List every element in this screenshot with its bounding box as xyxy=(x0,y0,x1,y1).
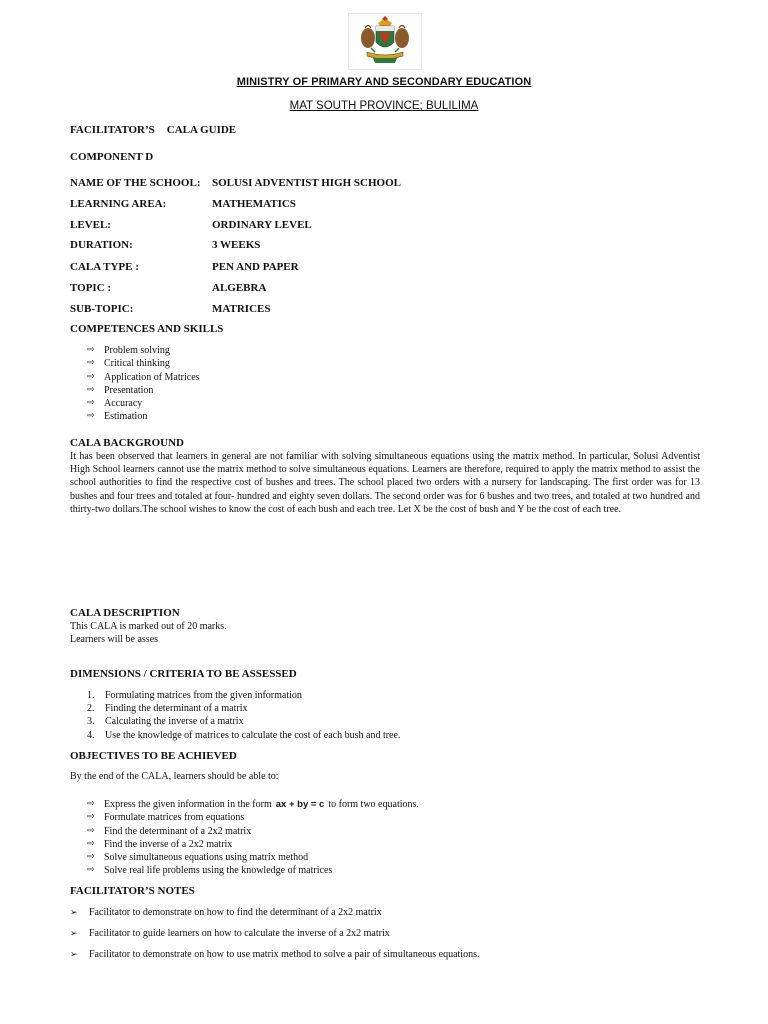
list-item: ⇨ Accuracy xyxy=(87,398,143,410)
arrow-bullet-icon: ⇨ xyxy=(87,812,95,823)
info-label: DURATION: xyxy=(70,239,133,251)
guide-title-part2: CALA GUIDE xyxy=(166,124,237,136)
info-label: TOPIC : xyxy=(70,282,112,294)
info-value: MATRICES xyxy=(212,303,271,315)
dimensions-list xyxy=(87,689,400,742)
guide-title xyxy=(70,124,236,136)
competences-list xyxy=(87,344,200,424)
arrow-bullet-icon: ⇨ xyxy=(87,384,95,395)
info-value: PEN AND PAPER xyxy=(212,261,299,273)
triangle-bullet-icon: ➢ xyxy=(70,928,78,939)
ministry-heading: MINISTRY OF PRIMARY AND SECONDARY EDUCATION xyxy=(236,76,532,88)
arrow-bullet-icon: ⇨ xyxy=(87,358,95,369)
description-line: This CALA is marked out of 20 marks. xyxy=(70,621,227,632)
triangle-bullet-icon: ➢ xyxy=(70,949,78,960)
description-heading: CALA DESCRIPTION xyxy=(70,607,180,619)
background-heading: CALA BACKGROUND xyxy=(70,437,184,449)
list-item: ⇨ Find the determinant of a 2x2 matrix xyxy=(87,825,252,837)
info-label: LEARNING AREA: xyxy=(70,198,167,210)
note-item: ➢ Facilitator to demonstrate on how to find the determinant of a 2x2 matrix xyxy=(70,907,382,918)
note-item: ➢ Facilitator to guide learners on how to calculate the inverse of a 2x2 matrix xyxy=(70,928,390,939)
background-paragraph: It has been observed that learners in general are not familiar with solving simultaneous equations using the matrix method. In particular, Solusi Adventist High School learners cannot use the matrix method to solve simultaneous equations. Learners are therefore, required to apply the matrix method to assist the school authorities to find the respective cost of bushes and trees. The school placed two orders with a nursery for landscaping. The first order was for 13 bushes and four trees and totaled at four- hundred and eighty seven dollars. The second order was for 6 bushes and two trees, and totaled at two hundred and thirty-two dollars.The school wishes to know the cost of each bush and each tree. Let X be the cost of bush and Y be the cost of each tree. xyxy=(70,451,700,515)
arrow-bullet-icon: ⇨ xyxy=(87,371,95,382)
info-label: CALA TYPE : xyxy=(70,261,139,273)
list-item: 4. Use the knowledge of matrices to calculate the cost of each bush and tree. xyxy=(87,729,401,741)
arrow-bullet-icon: ⇨ xyxy=(87,799,95,809)
list-item: ⇨ Presentation xyxy=(87,384,154,396)
list-item: 1. Formulating matrices from the given information xyxy=(87,690,302,701)
list-item: ⇨ Find the inverse of a 2x2 matrix xyxy=(87,838,233,850)
coat-of-arms-icon xyxy=(348,13,422,70)
triangle-bullet-icon: ➢ xyxy=(70,907,78,918)
list-item: ⇨ Application of Matrices xyxy=(87,371,200,383)
notes-heading: FACILITATOR’S NOTES xyxy=(70,885,195,897)
component-heading: COMPONENT D xyxy=(70,151,154,163)
arrow-bullet-icon: ⇨ xyxy=(87,398,95,409)
list-item: ⇨ Solve simultaneous equations using matrix method xyxy=(87,852,309,864)
list-item: ⇨ Critical thinking xyxy=(87,358,170,370)
arrow-bullet-icon: ⇨ xyxy=(87,345,95,355)
list-item: ⇨ Formulate matrices from equations xyxy=(87,812,245,824)
info-value: SOLUSI ADVENTIST HIGH SCHOOL xyxy=(212,177,401,189)
arrow-bullet-icon: ⇨ xyxy=(87,852,95,863)
guide-title-part1: FACILITATOR’S xyxy=(70,124,155,136)
info-value: ALGEBRA xyxy=(212,282,267,294)
arrow-bullet-icon: ⇨ xyxy=(87,865,95,876)
objectives-heading: OBJECTIVES TO BE ACHIEVED xyxy=(70,750,237,762)
arrow-bullet-icon: ⇨ xyxy=(87,838,95,849)
info-value: ORDINARY LEVEL xyxy=(212,219,312,231)
info-label: SUB-TOPIC: xyxy=(70,303,134,315)
info-label: LEVEL: xyxy=(70,219,111,231)
list-item: 2. Finding the determinant of a matrix xyxy=(87,703,248,715)
info-label: NAME OF THE SCHOOL: xyxy=(70,177,201,189)
province-heading: MAT SOUTH PROVINCE; BULILIMA xyxy=(289,100,479,112)
list-item: ⇨ Solve real life problems using the knowledge of matrices xyxy=(87,865,333,877)
list-item: 3. Calculating the inverse of a matrix xyxy=(87,716,244,728)
arrow-bullet-icon: ⇨ xyxy=(87,825,95,836)
note-item: ➢ Facilitator to demonstrate on how to use matrix method to solve a pair of simultaneous equations. xyxy=(70,949,480,960)
arrow-bullet-icon: ⇨ xyxy=(87,411,95,422)
objectives-list xyxy=(87,798,419,878)
list-item: ⇨ Express the given information in the form ax + by = c to form two equations. xyxy=(87,799,419,810)
info-value: MATHEMATICS xyxy=(212,198,296,210)
list-item: ⇨ Estimation xyxy=(87,411,148,423)
info-value: 3 WEEKS xyxy=(212,239,261,251)
list-item: ⇨ Problem solving xyxy=(87,345,170,356)
description-line: Learners will be asses xyxy=(70,634,159,645)
formula: ax + by = c xyxy=(275,799,325,810)
dimensions-heading: DIMENSIONS / CRITERIA TO BE ASSESSED xyxy=(70,668,297,680)
objectives-intro: By the end of the CALA, learners should be able to: xyxy=(70,771,279,782)
competences-heading: COMPETENCES AND SKILLS xyxy=(70,323,224,335)
